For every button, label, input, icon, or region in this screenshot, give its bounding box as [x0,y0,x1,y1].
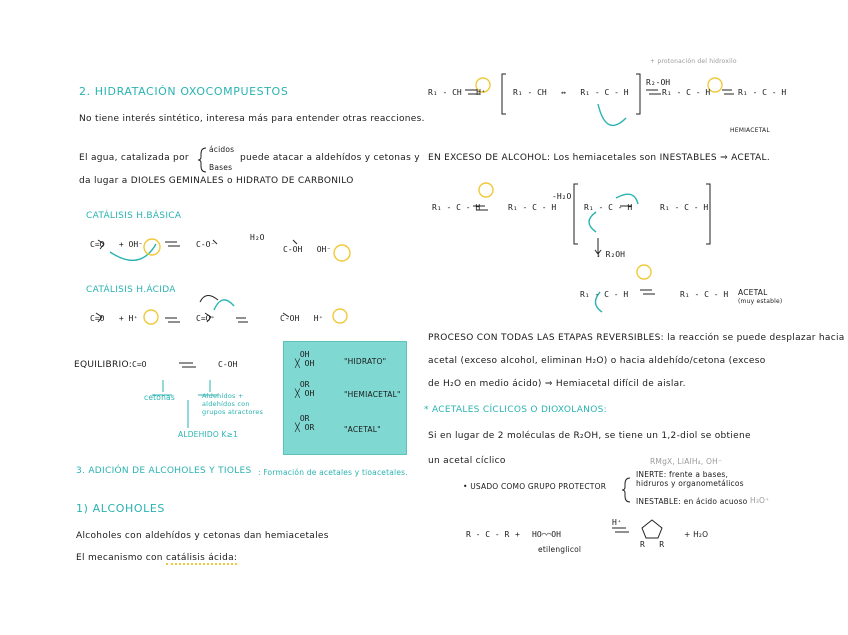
brace-acids: ácidos [209,145,235,154]
subsection-alcohols: 1) ALCOHOLES [76,502,165,515]
process-text-b: acetal (exceso alcohol, eliminan H₂O) o hacia aldehído/cetona (exceso [428,356,766,366]
mid-bracket-1: R₁ - C - H [584,203,633,212]
plus-water: + H₂O [684,530,709,539]
equilibrium-aldehydes: Aldehídos + aldehídos con grupos atractores [202,392,264,416]
equilibrium-aldehyde-k: ALDEHIDO K≥1 [178,430,239,439]
box-hydrate: "HIDRATO" [344,357,387,366]
acetal-structure-2: R₁ - C - H [680,290,729,299]
box-structure-2: OR ╳ OH [295,380,315,398]
process-text-c: de H₂O en medio ácido) ⇒ Hemiacetal difícil de aislar. [428,379,686,389]
unstable-grey-note: H₃O⁺ [750,496,770,505]
cyclic-h-plus: H⁺ [612,518,622,527]
hemiacetal-label: HEMIACETAL [730,127,770,134]
equilibrium-label: EQUILIBRIO: [74,360,133,370]
top-intermediate: R₁ - C - H [662,88,711,97]
cyclic-acetals-heading: * ACETALES CÍCLICOS O DIOXOLANOS: [424,405,607,415]
section-3-heading-cont: : Formación de acetales y tioacetales. [258,468,408,477]
used-as-protector: • USADO COMO GRUPO PROTECTOR [463,482,607,491]
mechanism-text-acid: catálisis ácida: [165,553,238,563]
basic-step-2: C-O⁻ [196,240,216,249]
box-structure-1: OH ╳ OH [295,350,315,368]
section-2-heading: 2. HIDRATACIÓN OXOCOMPUESTOS [79,85,289,98]
brace-bases: Bases [209,163,233,172]
acetal-label-2: (muy estable) [738,298,783,305]
mid-h2o-loss: -H₂O [552,192,572,201]
equilibrium-ketones: cetonas [144,393,175,402]
mechanism-text [76,553,237,563]
acetal-structure-1: R₁ - C - H [580,290,629,299]
box-structure-3: OR ╳ OR [295,414,315,432]
acid-step-1: C=O + H⁺ [90,314,139,323]
acid-step-3: C-OH H⁺ [280,314,324,323]
cyclic-product: R R [640,540,665,549]
basic-step-1: C=O + OH⁻ [90,240,143,249]
cyclic-diol: HO⌒⌒OH [532,530,561,539]
top-note: + protonación del hidroxilo [650,58,737,65]
unstable-text: INESTABLE: en ácido acuoso [636,497,748,506]
box-acetal: "ACETAL" [344,425,381,434]
cyclic-text-a: Si en lugar de 2 moléculas de R₂OH, se tiene un 1,2-diol se obtiene [428,431,751,441]
water-catalysis-text-b: puede atacar a aldehídos y cetonas y [240,153,420,163]
mid-structure-1: R₁ - C - H [432,203,481,212]
box-hemiacetal: "HEMIACETAL" [344,390,401,399]
top-reactant: R₁ - CH H⁺ [428,88,486,97]
top-bracket-content: R₁ - CH ↔ R₁ - C - H [513,88,629,97]
water-catalysis-text-c: da lugar a DIOLES GEMINALES o HIDRATO DE CARBONILO [79,176,354,186]
mid-structure-2: R₁ - C - H [508,203,557,212]
equilibrium-reactant: C=O [132,360,147,369]
interest-note: No tiene interés sintético, interesa más para entender otras reacciones. [79,114,425,124]
acid-step-2: C=O⁺ [196,314,216,323]
basic-catalysis-heading: CATÁLISIS H.BÁSICA [86,211,182,221]
acetal-label: ACETAL [738,288,768,297]
inert-text: INERTE: frente a bases, hidruros y organometálicos [636,470,744,488]
cyclic-text-b: un acetal cíclico [428,456,506,466]
excess-alcohol-text: EN EXCESO DE ALCOHOL: Los hemiacetales son INESTABLES ⇒ ACETAL. [428,153,770,163]
cyclic-reactant-carbonyl: R - C - R [466,530,510,539]
ethylene-glycol-label: etilenglicol [538,545,582,554]
basic-step-3: C-OH OH⁻ [283,245,332,254]
mechanism-text-a: El mecanismo con [76,553,163,563]
basic-h2o: H₂O [250,233,265,242]
alcohols-text: Alcoholes con aldehídos y cetonas dan hemiacetales [76,531,329,541]
top-product: R₁ - C - H [738,88,787,97]
water-catalysis-text-a: El agua, catalizada por [79,153,189,163]
acid-catalysis-heading: CATÁLISIS H.ÁCIDA [86,285,176,295]
section-3-heading: 3. ADICIÓN DE ALCOHOLES Y TIOLES [76,466,252,476]
top-r2oh: R₂-OH [646,78,671,87]
cyclic-plus: + [515,530,520,539]
equilibrium-product: C-OH [218,360,238,369]
process-text-a: PROCESO CON TODAS LAS ETAPAS REVERSIBLES: la reacción se puede desplazar hacia [428,333,845,343]
mid-r2oh: ↓ R₂OH [596,250,625,259]
mid-bracket-2: R₁ - C - H [660,203,709,212]
inert-grey-note: RMgX, LiAlH₄, OH⁻ [650,457,723,466]
